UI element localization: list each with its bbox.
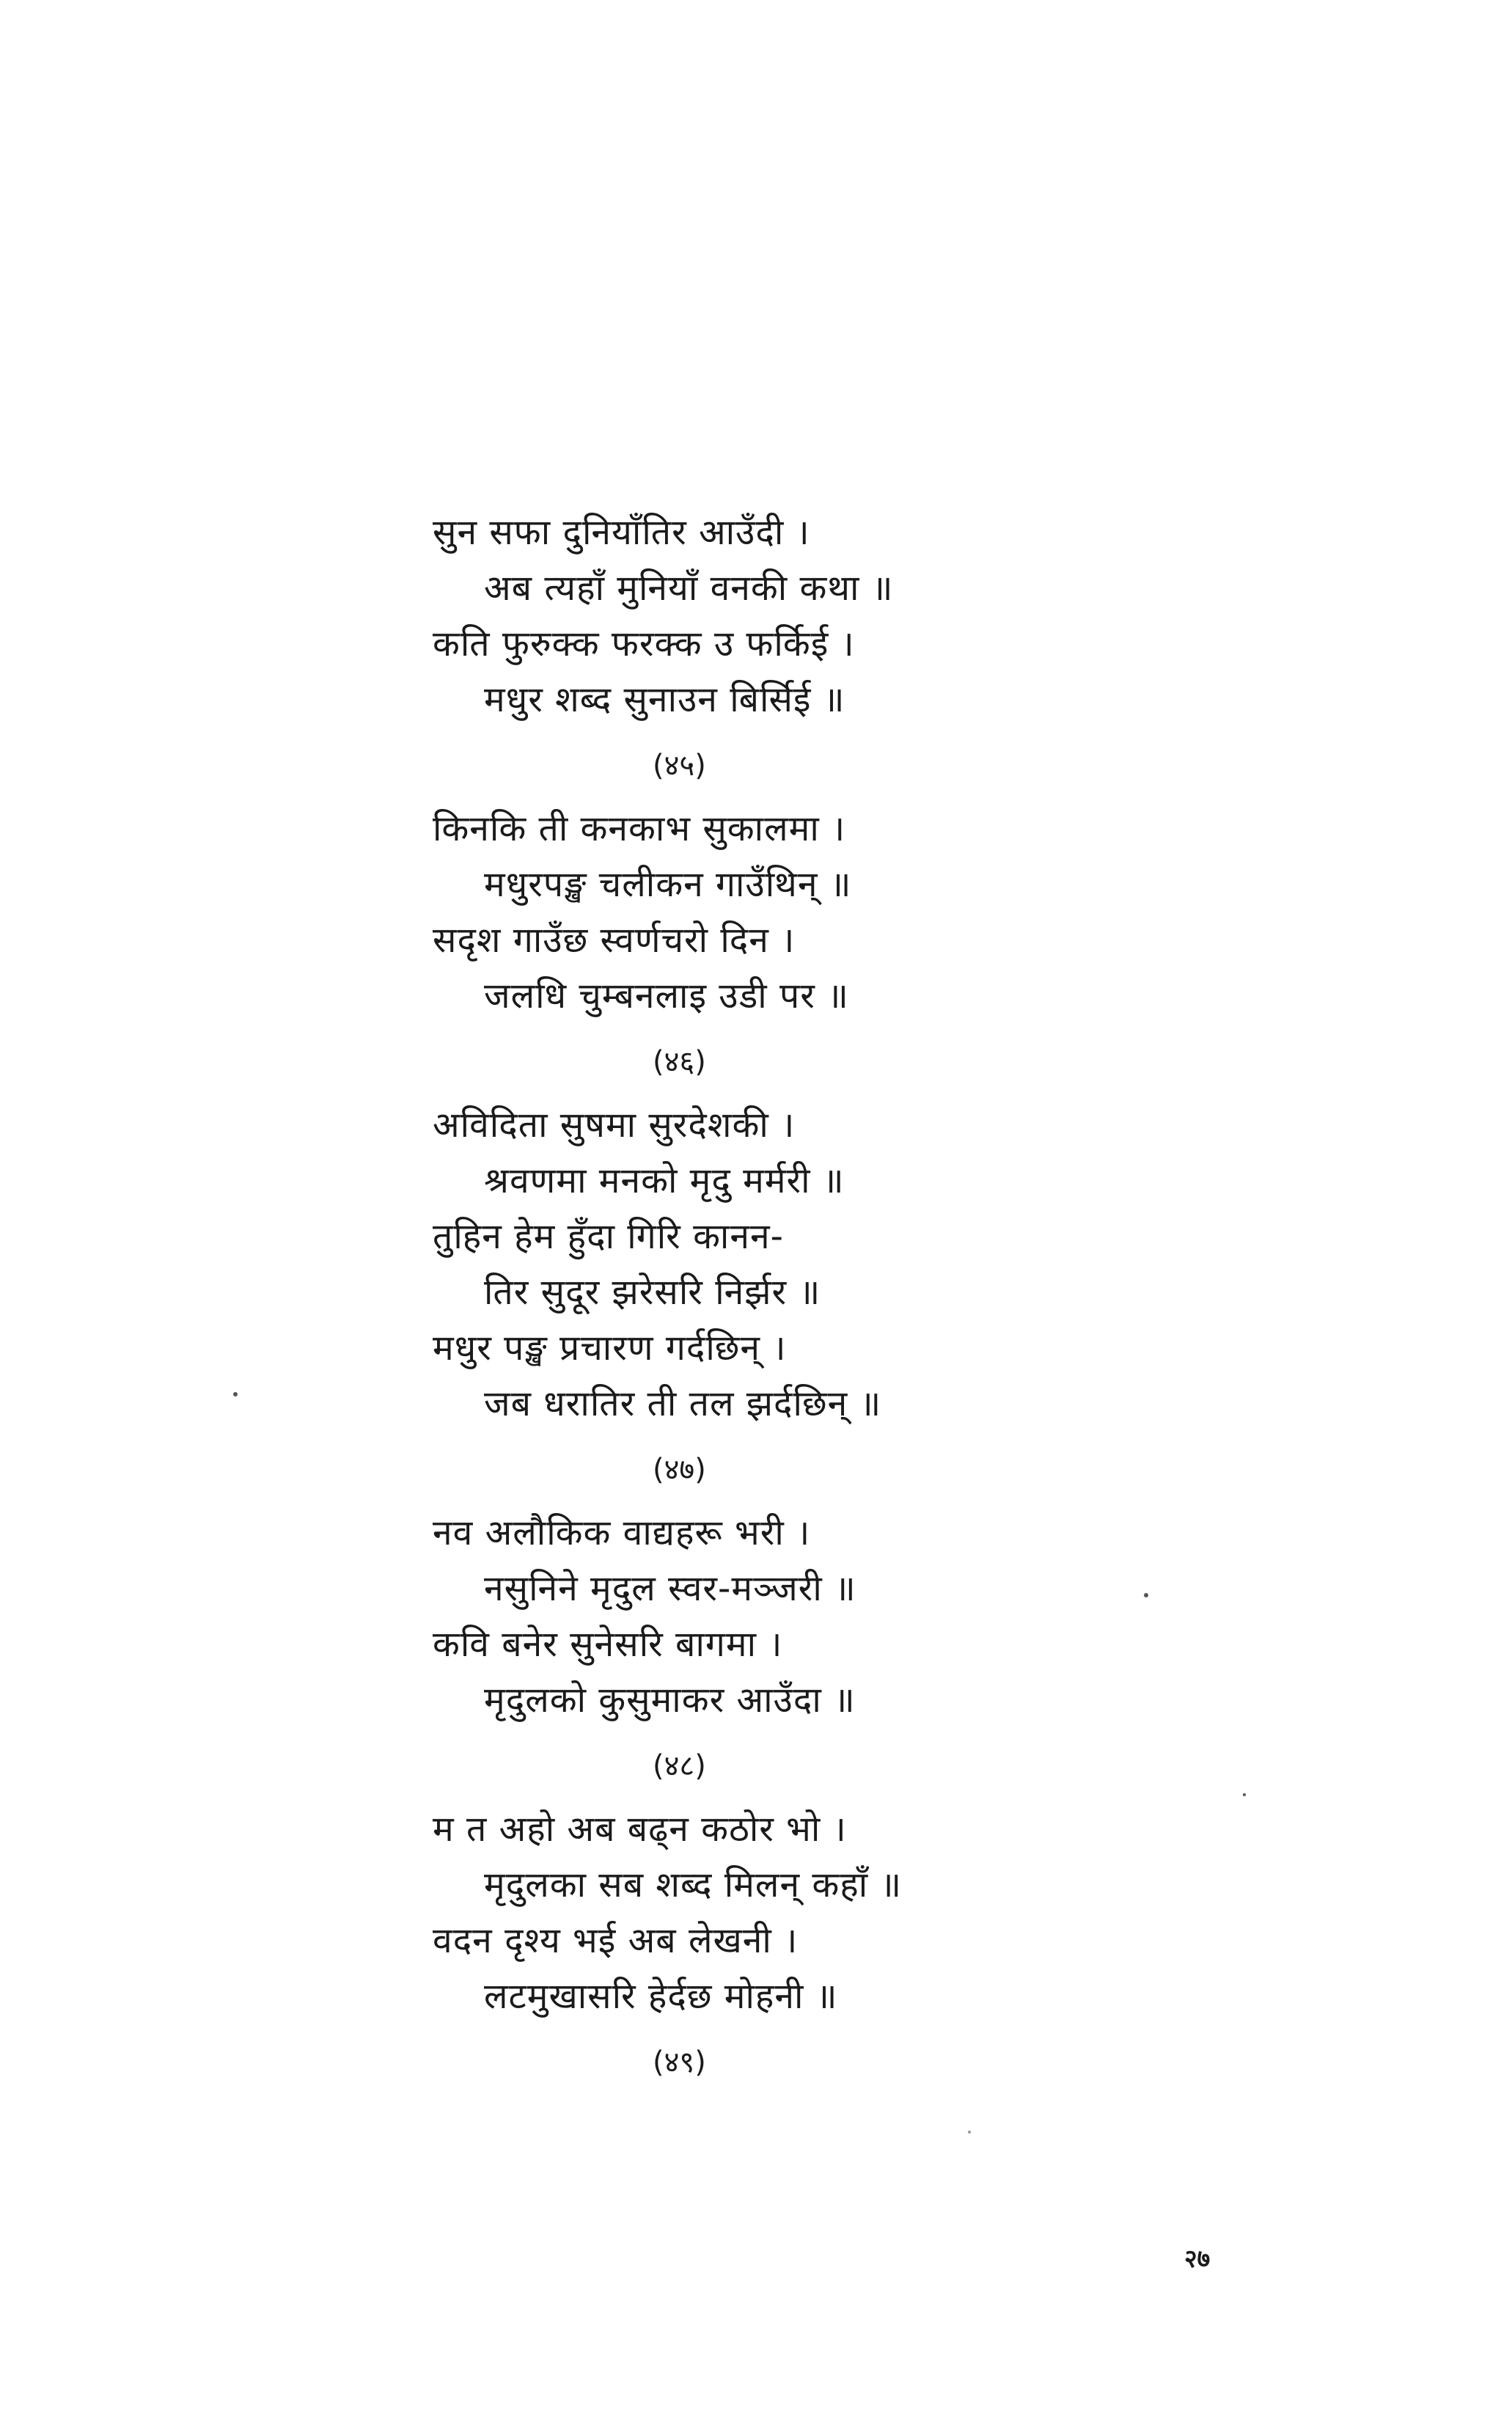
scan-speck bbox=[1144, 1593, 1148, 1597]
verse-number: (४८) bbox=[653, 1749, 706, 1783]
verse-number: (४५) bbox=[653, 749, 706, 783]
verse-line: अविदिता सुषमा सुरदेशकी । bbox=[433, 1105, 796, 1146]
scan-speck bbox=[1243, 1793, 1246, 1796]
verse-line: मधुर शब्द सुनाउन बिर्सिई ॥ bbox=[484, 679, 845, 720]
verse-line: वदन दृश्य भई अब लेखनी । bbox=[433, 1920, 799, 1961]
verse-line: कति फुरुक्क फरक्क उ फर्किई । bbox=[433, 623, 855, 664]
verse-line: अब त्यहाँ मुनियाँ वनकी कथा ॥ bbox=[484, 568, 894, 609]
verse-line: जब धरातिर ती तल झर्दछिन् ॥ bbox=[484, 1383, 882, 1424]
verse-line: कवि बनेर सुनेसरि बागमा । bbox=[433, 1624, 783, 1665]
stanza bbox=[433, 1099, 990, 1506]
verse-line: मृदुलका सब शब्द मिलन् कहाँ ॥ bbox=[484, 1864, 903, 1905]
verse-line: श्रवणमा मनको मृदु मर्मरी ॥ bbox=[484, 1160, 845, 1201]
verse-line: जलधि चुम्बनलाइ उडी पर ॥ bbox=[484, 975, 849, 1017]
verse-line: मधुरपङ्ख चलीकन गाउँथिन् ॥ bbox=[484, 864, 852, 905]
verse-line: किनकि ती कनकाभ सुकालमा । bbox=[433, 808, 846, 849]
verse-line: तिर सुदूर झरेसरि निर्झर ॥ bbox=[484, 1272, 821, 1313]
verse-line: म त अहो अब बढ्न कठोर भो । bbox=[433, 1809, 847, 1850]
verse-line: सदृश गाउँछ स्वर्णचरो दिन । bbox=[433, 920, 796, 961]
verse-line: मृदुलको कुसुमाकर आउँदा ॥ bbox=[484, 1680, 856, 1721]
verse-line: नसुनिने मृदुल स्वर-मञ्जरी ॥ bbox=[484, 1568, 856, 1609]
verse-line: नव अलौकिक वाद्यहरू भरी । bbox=[433, 1512, 811, 1553]
scan-speck bbox=[233, 1392, 238, 1396]
verse-line: लटमुखासरि हेर्दछ मोहनी ॥ bbox=[484, 1976, 838, 2017]
verse-number: (४९) bbox=[653, 2046, 706, 2079]
scan-speck bbox=[968, 2131, 971, 2134]
verse-number: (४६) bbox=[653, 1045, 706, 1079]
page-number: २७ bbox=[1184, 2244, 1211, 2274]
stanza bbox=[433, 1506, 990, 1803]
verse-line: मधुर पङ्ख प्रचारण गर्दछिन् । bbox=[433, 1328, 787, 1369]
verse-number: (४७) bbox=[653, 1453, 706, 1487]
verse-line: सुन सफा दुनियाँतिर आउँदी । bbox=[433, 512, 810, 553]
verse-line: तुहिन हेम हुँदा गिरि कानन- bbox=[433, 1216, 784, 1257]
poem-body bbox=[433, 506, 990, 2099]
stanza bbox=[433, 802, 990, 1099]
stanza bbox=[433, 1803, 990, 2099]
stanza bbox=[433, 506, 990, 802]
